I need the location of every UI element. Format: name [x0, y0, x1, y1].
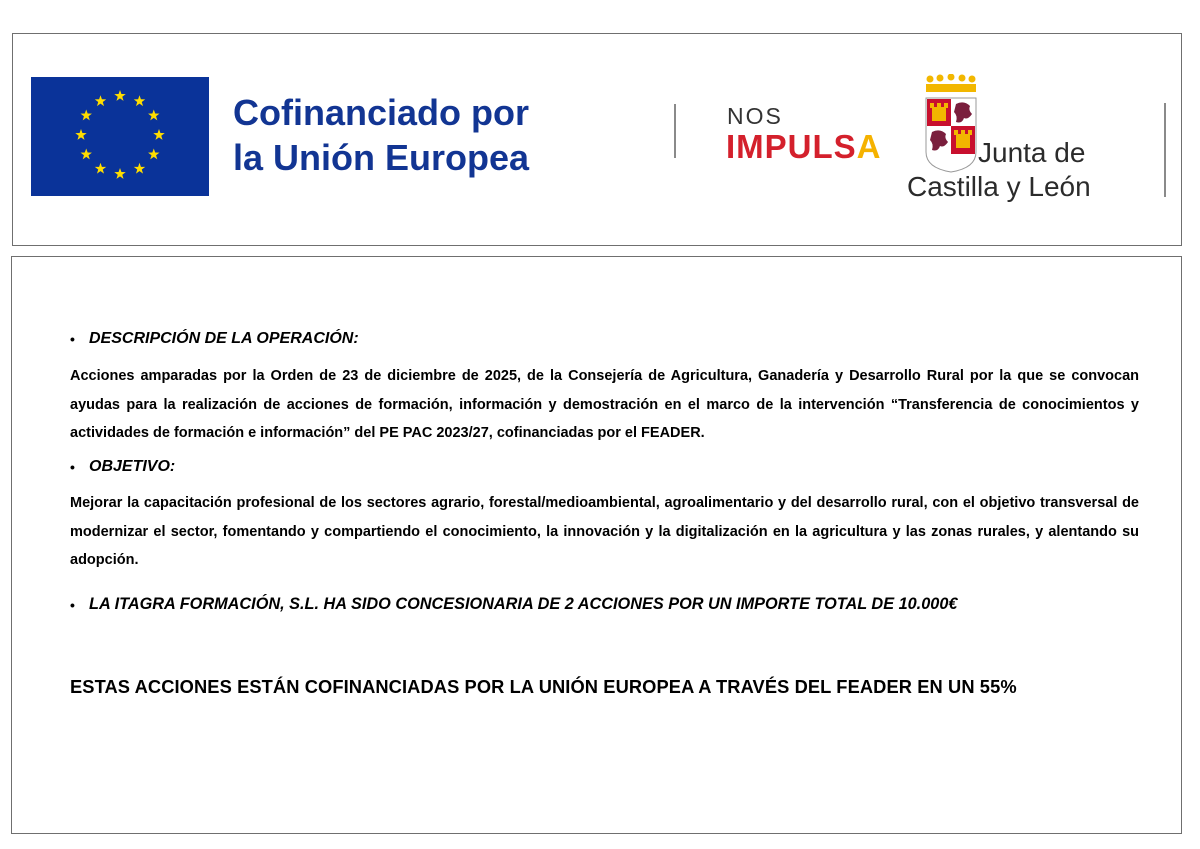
- eu-cofinanced-label: [233, 90, 529, 180]
- logo-divider: [674, 104, 676, 158]
- objective-paragraph: Mejorar la capacitación profesional de los sectores agrario, forestal/medioambiental, agroalimentario y del desarrollo rural, con el objetivo transversal de modernizar el sector, fomentando y compartiendo el conocimiento, la innovación y la digitalización en la agricultura y las zonas rurales, y alentando su adopción.: [70, 495, 1139, 568]
- jcyl-line2: Castilla y León: [907, 171, 1091, 202]
- description-paragraph: Acciones amparadas por la Orden de 23 de diciembre de 2025, de la Consejería de Agricultura, Ganadería y Desarrollo Rural por la que se convocan ayudas para la realización de acciones de formación, información y demostración en el marco de la intervención “Transferencia de conocimientos y actividades de formación e información” del PE PAC 2023/27, cofinanciadas por el FEADER.: [70, 368, 1139, 441]
- nos-impulsa-top: NOS: [727, 103, 783, 129]
- bullet-icon: •: [70, 459, 75, 475]
- heading-text: LA ITAGRA FORMACIÓN, S.L. HA SIDO CONCESIONARIA DE 2 ACCIONES POR UN IMPORTE TOTAL DE 10.000€: [89, 595, 958, 613]
- jcyl-line1: Junta de: [978, 137, 1086, 168]
- section-heading-objective: [70, 458, 175, 476]
- heading-text: OBJETIVO:: [89, 458, 176, 475]
- eu-flag-icon: [31, 77, 209, 196]
- eu-label-line1: Cofinanciado por: [233, 92, 529, 133]
- section-heading-concession: [70, 595, 957, 614]
- castilla-leon-shield-icon: [920, 74, 982, 174]
- nos-impulsa-logo: [726, 128, 882, 166]
- logo-divider-right: [1164, 103, 1166, 197]
- section-heading-description: [70, 330, 359, 348]
- bullet-icon: •: [70, 596, 75, 613]
- cofinancing-statement: ESTAS ACCIONES ESTÁN COFINANCIADAS POR LA UNIÓN EUROPEA A TRAVÉS DEL FEADER EN UN 55%: [70, 676, 1017, 697]
- impulsa-accent-letter: A: [856, 128, 882, 165]
- impulsa-word: IMPULSA: [726, 128, 882, 165]
- heading-text: DESCRIPCIÓN DE LA OPERACIÓN:: [89, 330, 359, 347]
- eu-label-line2: la Unión Europea: [233, 137, 530, 178]
- bullet-icon: •: [70, 331, 75, 347]
